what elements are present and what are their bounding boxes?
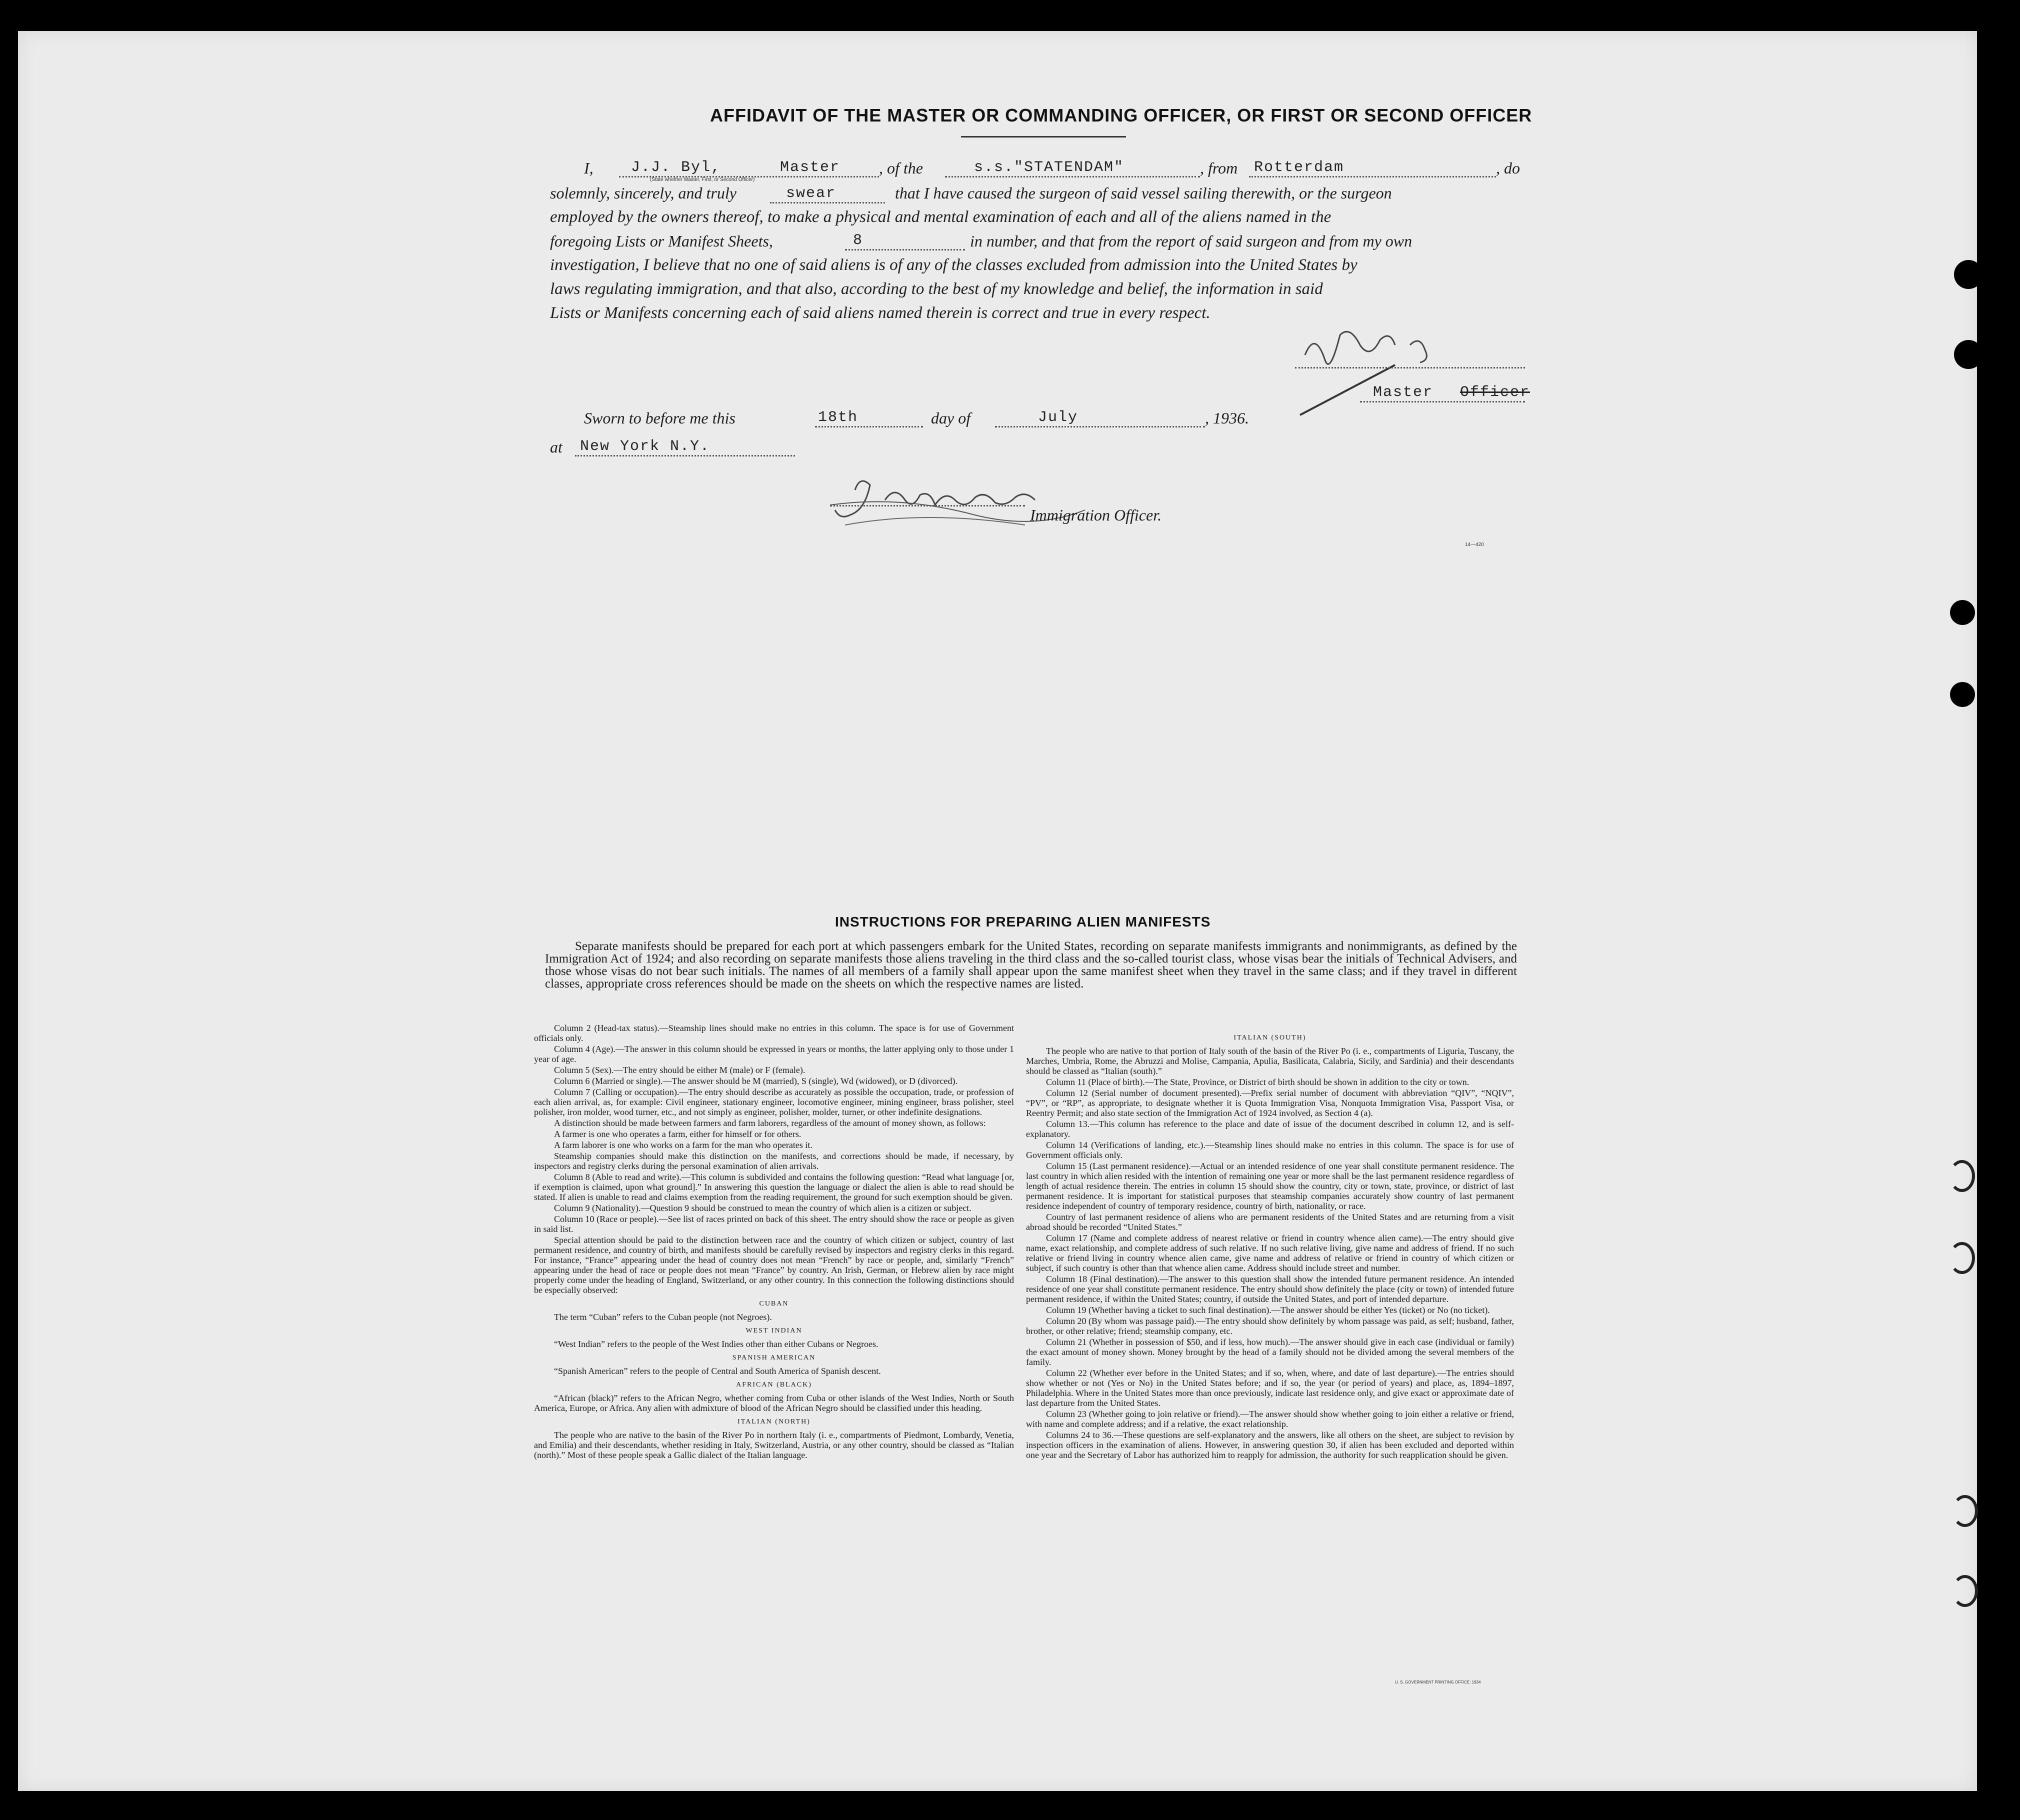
- master-signature-line: [1295, 367, 1525, 368]
- body-text-line: that I have caused the surgeon of said vessel sailing therewith, or the surgeon: [895, 184, 1392, 202]
- body-text-line: employed by the owners thereof, to make a physical and mental examination of each and all of the aliens named in the: [550, 208, 1332, 226]
- sworn-label: Sworn to before me this: [584, 409, 736, 427]
- sworn-day: 18th: [818, 409, 858, 426]
- affidavit-title: AFFIDAVIT OF THE MASTER OR COMMANDING OFFICER, OR FIRST OR SECOND OFFICER: [710, 105, 1532, 126]
- oath-word: swear: [786, 185, 836, 202]
- instruction-paragraph: Special attention should be paid to the distinction between race and the country of which citizen or subject, country of last permanent residence, and country of birth, and manifests should be carefully revised by inspectors and registry clerks in this regard. For instance, “France” appearing under the head of country does not mean “French” by race or people, and, similarly “French” appearing under the head of race or people does not mean “France” by country. An Irish, German, or Hebrew alien by race might properly come under the heading of England, Switzerland, or any other country. In this connection the following distinctions should be especially observed:: [534, 1235, 1014, 1295]
- port-line: [1249, 176, 1496, 178]
- instruction-paragraph: Column 23 (Whether going to join relative or friend).—The answer should show whether going to join either a relative or friend, with name and complete address; and if a relative, the exact relationship.: [1026, 1409, 1514, 1429]
- instruction-paragraph: Column 11 (Place of birth).—The State, Province, or District of birth should be shown in addition to the city or town.: [1046, 1077, 1470, 1087]
- section-heading: AFRICAN (BLACK): [736, 1381, 812, 1388]
- section-heading: CUBAN: [759, 1300, 789, 1308]
- signer-title-line: [1360, 401, 1525, 402]
- binder-hole: [1952, 1575, 1978, 1607]
- master-rank: Master: [780, 159, 840, 176]
- instruction-paragraph: “Spanish American” refers to the people of Central and South America of Spanish descent.: [554, 1366, 881, 1376]
- sworn-year: , 1936.: [1205, 409, 1249, 427]
- signer-struck-title: Officer: [1460, 384, 1530, 401]
- of-the-label: , of the: [879, 159, 923, 177]
- officer-label: Immigration Officer.: [1030, 506, 1162, 524]
- section-heading: ITALIAN (SOUTH): [1234, 1034, 1306, 1042]
- form-number: 14—420: [1465, 542, 1484, 548]
- instruction-paragraph: The term “Cuban” refers to the Cuban people (not Negroes).: [554, 1312, 772, 1322]
- instruction-paragraph: Column 20 (By whom was passage paid).—The entry should show definitely by whom passage was paid, as self; husband, father, brother, or other relative; friend; steamship company, etc.: [1026, 1316, 1514, 1336]
- binder-hole: [1952, 1495, 1978, 1527]
- binder-hole: [1954, 260, 1983, 289]
- body-text-line: foregoing Lists or Manifest Sheets,: [550, 232, 773, 250]
- section-heading: SPANISH AMERICAN: [732, 1354, 816, 1362]
- instruction-paragraph: Column 5 (Sex).—The entry should be either M (male) or F (female).: [554, 1065, 806, 1075]
- master-signature: [1295, 315, 1475, 435]
- instruction-paragraph: A farmer is one who operates a farm, either for himself or for others.: [554, 1129, 802, 1139]
- vessel-name: s.s."STATENDAM": [974, 159, 1124, 176]
- binder-hole: [1949, 1242, 1975, 1274]
- body-text-line: laws regulating immigration, and that also, according to the best of my knowledge and belief, the information in said: [550, 280, 1323, 298]
- instruction-paragraph: Column 8 (Able to read and write).—This column is subdivided and contains the following question: “Read what language [or, if exemption is claimed, upon what ground].” In answering this question the language or dialect the alien is able to read should be stated. If alien is unable to read and claims exemption from the reading requirement, the ground for such exemption should be given.: [534, 1172, 1014, 1202]
- instruction-paragraph: “West Indian” refers to the people of the West Indies other than either Cubans or Negroes.: [554, 1339, 878, 1349]
- instruction-paragraph: Column 17 (Name and complete address of nearest relative or friend in country whence alien came).—The entry should give name, exact relationship, and complete address of such relative. If no such relative living, give name and address of friend. If no such relative or friend living in country whence alien came, give name and address of relative or friend in country of which citizen or subject, if such country is other than that whence alien came. Address should include street and number.: [1026, 1233, 1514, 1273]
- port-name: Rotterdam: [1254, 159, 1344, 176]
- instruction-paragraph: Column 10 (Race or people).—See list of races printed on back of this sheet. The entry should show the race or people as given in said list.: [534, 1214, 1014, 1234]
- place-line: [575, 455, 795, 456]
- instruction-paragraph: A farm laborer is one who works on a farm for the man who operates it.: [554, 1140, 812, 1150]
- binder-hole: [1950, 600, 1975, 625]
- instruction-paragraph: Column 15 (Last permanent residence).—Actual or an intended residence of one year shall constitute permanent residence. The last country in which alien resided with the intention of remaining one year or more shall be the last permanent residence regardless of length of actual residence therein. The entries in column 15 should show the country, city or town, state, province, or district of last permanent residence. It is important for statistical purposes that steamship companies accurately show country of last permanent residence independent of country of temporary residence, country of birth, nationality, or race.: [1026, 1161, 1514, 1211]
- at-label: at: [550, 438, 562, 456]
- instruction-paragraph: Country of last permanent residence of aliens who are permanent residents of the United States and are returning from a visit abroad should be recorded “United States.”: [1026, 1212, 1514, 1232]
- section-heading: ITALIAN (NORTH): [738, 1418, 810, 1426]
- instruction-paragraph: The people who are native to the basin of the River Po in northern Italy (i. e., compartments of Piedmont, Lombardy, Venetia, and Emilia) and their descendants, whether residing in Italy, Switzerland, Austria, or any other country, should be classed as “Italian (north).” Most of these people speak a Gallic dialect of the Italian language.: [534, 1430, 1014, 1460]
- body-text-line: Lists or Manifests concerning each of said aliens named therein is correct and true in every respect.: [550, 304, 1210, 322]
- instruction-paragraph: Column 18 (Final destination).—The answer to this question shall show the intended future permanent residence. An intended residence of one year shall constitute permanent residence. The entry should show definitely the place (city or town) of intended future permanent residence, if within the United States; country, if outside the United States, and port of intended departure.: [1026, 1274, 1514, 1304]
- day-of-label: day of: [931, 409, 971, 427]
- signer-title: Master: [1373, 384, 1434, 401]
- instruction-paragraph: Column 21 (Whether in possession of $50, and if less, how much).—The answer should give in each case (individual or family) the exact amount of money shown. Money brought by the head of a family should not be divided among the several members of the family.: [1026, 1337, 1514, 1367]
- body-text-line: solemnly, sincerely, and truly: [550, 184, 736, 202]
- instruction-paragraph: Columns 24 to 36.—These questions are self-explanatory and the answers, like all others on the sheet, are subject to revision by inspection officers in the examination of aliens. However, in answering question 30, if alien has been excluded and deported within one year and the Secretary of Labor has authorized him to reapply for admission, the authority for such reapplication should be given.: [1026, 1430, 1514, 1460]
- binder-hole: [1954, 340, 1983, 369]
- instruction-paragraph: Column 22 (Whether ever before in the United States; and if so, when, where, and date of last departure).—The entries should show whether or not (Yes or No) in the United States before; and if so, the year (or period of years) and place, as, 1894–1897, Philadelphia. Where in the United States more than once previously, indicate last residence only, and give exact or approximate date of last departure from the United States.: [1026, 1368, 1514, 1408]
- instruction-paragraph: Column 13.—This column has reference to the place and date of issue of the document described in column 12, and is self-explanatory.: [1026, 1119, 1514, 1139]
- title-underline: [961, 136, 1126, 138]
- sheets-count: 8: [853, 232, 864, 249]
- instruction-paragraph: A distinction should be made between farmers and farm laborers, regardless of the amount of money shown, as follows:: [554, 1118, 986, 1128]
- instruction-paragraph: Column 14 (Verifications of landing, etc.).—Steamship lines should make no entries in this column. The space is for use of Government officials only.: [1026, 1140, 1514, 1160]
- instructions-left-column: [534, 1023, 1014, 1461]
- i-label: I,: [584, 159, 594, 177]
- instruction-paragraph: Column 4 (Age).—The answer in this column should be expressed in years or months, the latter applying only to those under 1 year of age.: [534, 1044, 1014, 1064]
- binder-hole: [1949, 1160, 1975, 1192]
- instruction-paragraph: “African (black)” refers to the African Negro, whether coming from Cuba or other islands of the West Indies, North or South America, Europe, or Africa. Any alien with admixture of blood of the African Negro should be classified under this heading.: [534, 1393, 1014, 1413]
- instruction-paragraph: Column 2 (Head-tax status).—Steamship lines should make no entries in this column. The space is for use of Government officials only.: [534, 1023, 1014, 1043]
- body-text-line: in number, and that from the report of said surgeon and from my own: [970, 232, 1412, 250]
- printer-imprint: U. S. GOVERNMENT PRINTING OFFICE: 1934: [1395, 1680, 1481, 1684]
- section-heading: WEST INDIAN: [746, 1327, 802, 1334]
- officer-signature-line: [830, 505, 1025, 506]
- month-line: [995, 426, 1205, 428]
- rank-note: (State whether Master, First, or Second Officer): [650, 177, 755, 182]
- binder-hole: [1950, 682, 1975, 707]
- instruction-paragraph: Column 19 (Whether having a ticket to such final destination).—The answer should be either Yes (ticket) or No (no ticket).: [1046, 1305, 1490, 1315]
- from-label: , from: [1200, 159, 1238, 177]
- vessel-line: [945, 176, 1200, 178]
- instructions-title: INSTRUCTIONS FOR PREPARING ALIEN MANIFESTS: [835, 914, 1211, 930]
- instructions-intro: Separate manifests should be prepared for each port at which passengers embark for the United States, recording on separate manifests immigrants and nonimmigrants, as defined by the Immigration Act of 1924; and also recording on separate manifests those aliens traveling in the third class and the so-called tourist class, whose visas bear the initials of Technical Advisers, and those whose visas do not bear such initials. The names of all members of a family shall appear upon the same manifest sheet when they travel in the same class; and if they travel in different classes, appropriate cross references should be made on the sheets on which the respective names are listed.: [545, 940, 1517, 990]
- do-label: , do: [1496, 159, 1520, 177]
- sheets-line: [845, 249, 965, 250]
- instruction-paragraph: Column 7 (Calling or occupation).—The entry should describe as accurately as possible the occupation, trade, or profession of each alien arrival, as, for example: Civil engineer, stationary engineer, locomotive engineer, mining engineer, brass polisher, steel polisher, iron molder, wood turner, etc., and not simply as engineer, polisher, molder, turner, or other indefinite designations.: [534, 1087, 1014, 1117]
- instruction-paragraph: The people who are native to that portion of Italy south of the basin of the River Po (i. e., compartments of Liguria, Tuscany, the Marches, Umbria, Rome, the Abruzzi and Molise, Campania, Apulia, Basilicata, Calabria, Sicily, and Sardinia) and their descendants should be classed as “Italian (south).”: [1026, 1046, 1514, 1076]
- sworn-place: New York N.Y.: [580, 438, 710, 455]
- body-text-line: investigation, I believe that no one of said aliens is of any of the classes excluded from admission into the United States by: [550, 256, 1358, 274]
- oath-line: [770, 202, 885, 204]
- master-name: J.J. Byl,: [631, 159, 722, 176]
- day-line: [815, 426, 923, 428]
- instruction-paragraph: Steamship companies should make this distinction on the manifests, and corrections should be made, if necessary, by inspectors and registry clerks during the personal examination of alien arrivals.: [534, 1151, 1014, 1171]
- sworn-month: July: [1038, 409, 1078, 426]
- instruction-paragraph: Column 6 (Married or single).—The answer should be M (married), S (single), Wd (widowed), or D (divorced).: [554, 1076, 958, 1086]
- instructions-right-column: [1026, 1029, 1514, 1461]
- instruction-paragraph: Column 9 (Nationality).—Question 9 should be construed to mean the country of which alien is a citizen or subject.: [554, 1203, 972, 1213]
- instruction-paragraph: Column 12 (Serial number of document presented).—Prefix serial number of document with abbreviation “QIV”, “NQIV”, “PV”, or “RP”, as appropriate, to designate whether it is Quota Immigration Visa, Nonquota Immigration Visa, Passport Visa, or Reentry Permit; and also state section of the Immigration Act of 1924 involved, as Section 4 (a).: [1026, 1088, 1514, 1118]
